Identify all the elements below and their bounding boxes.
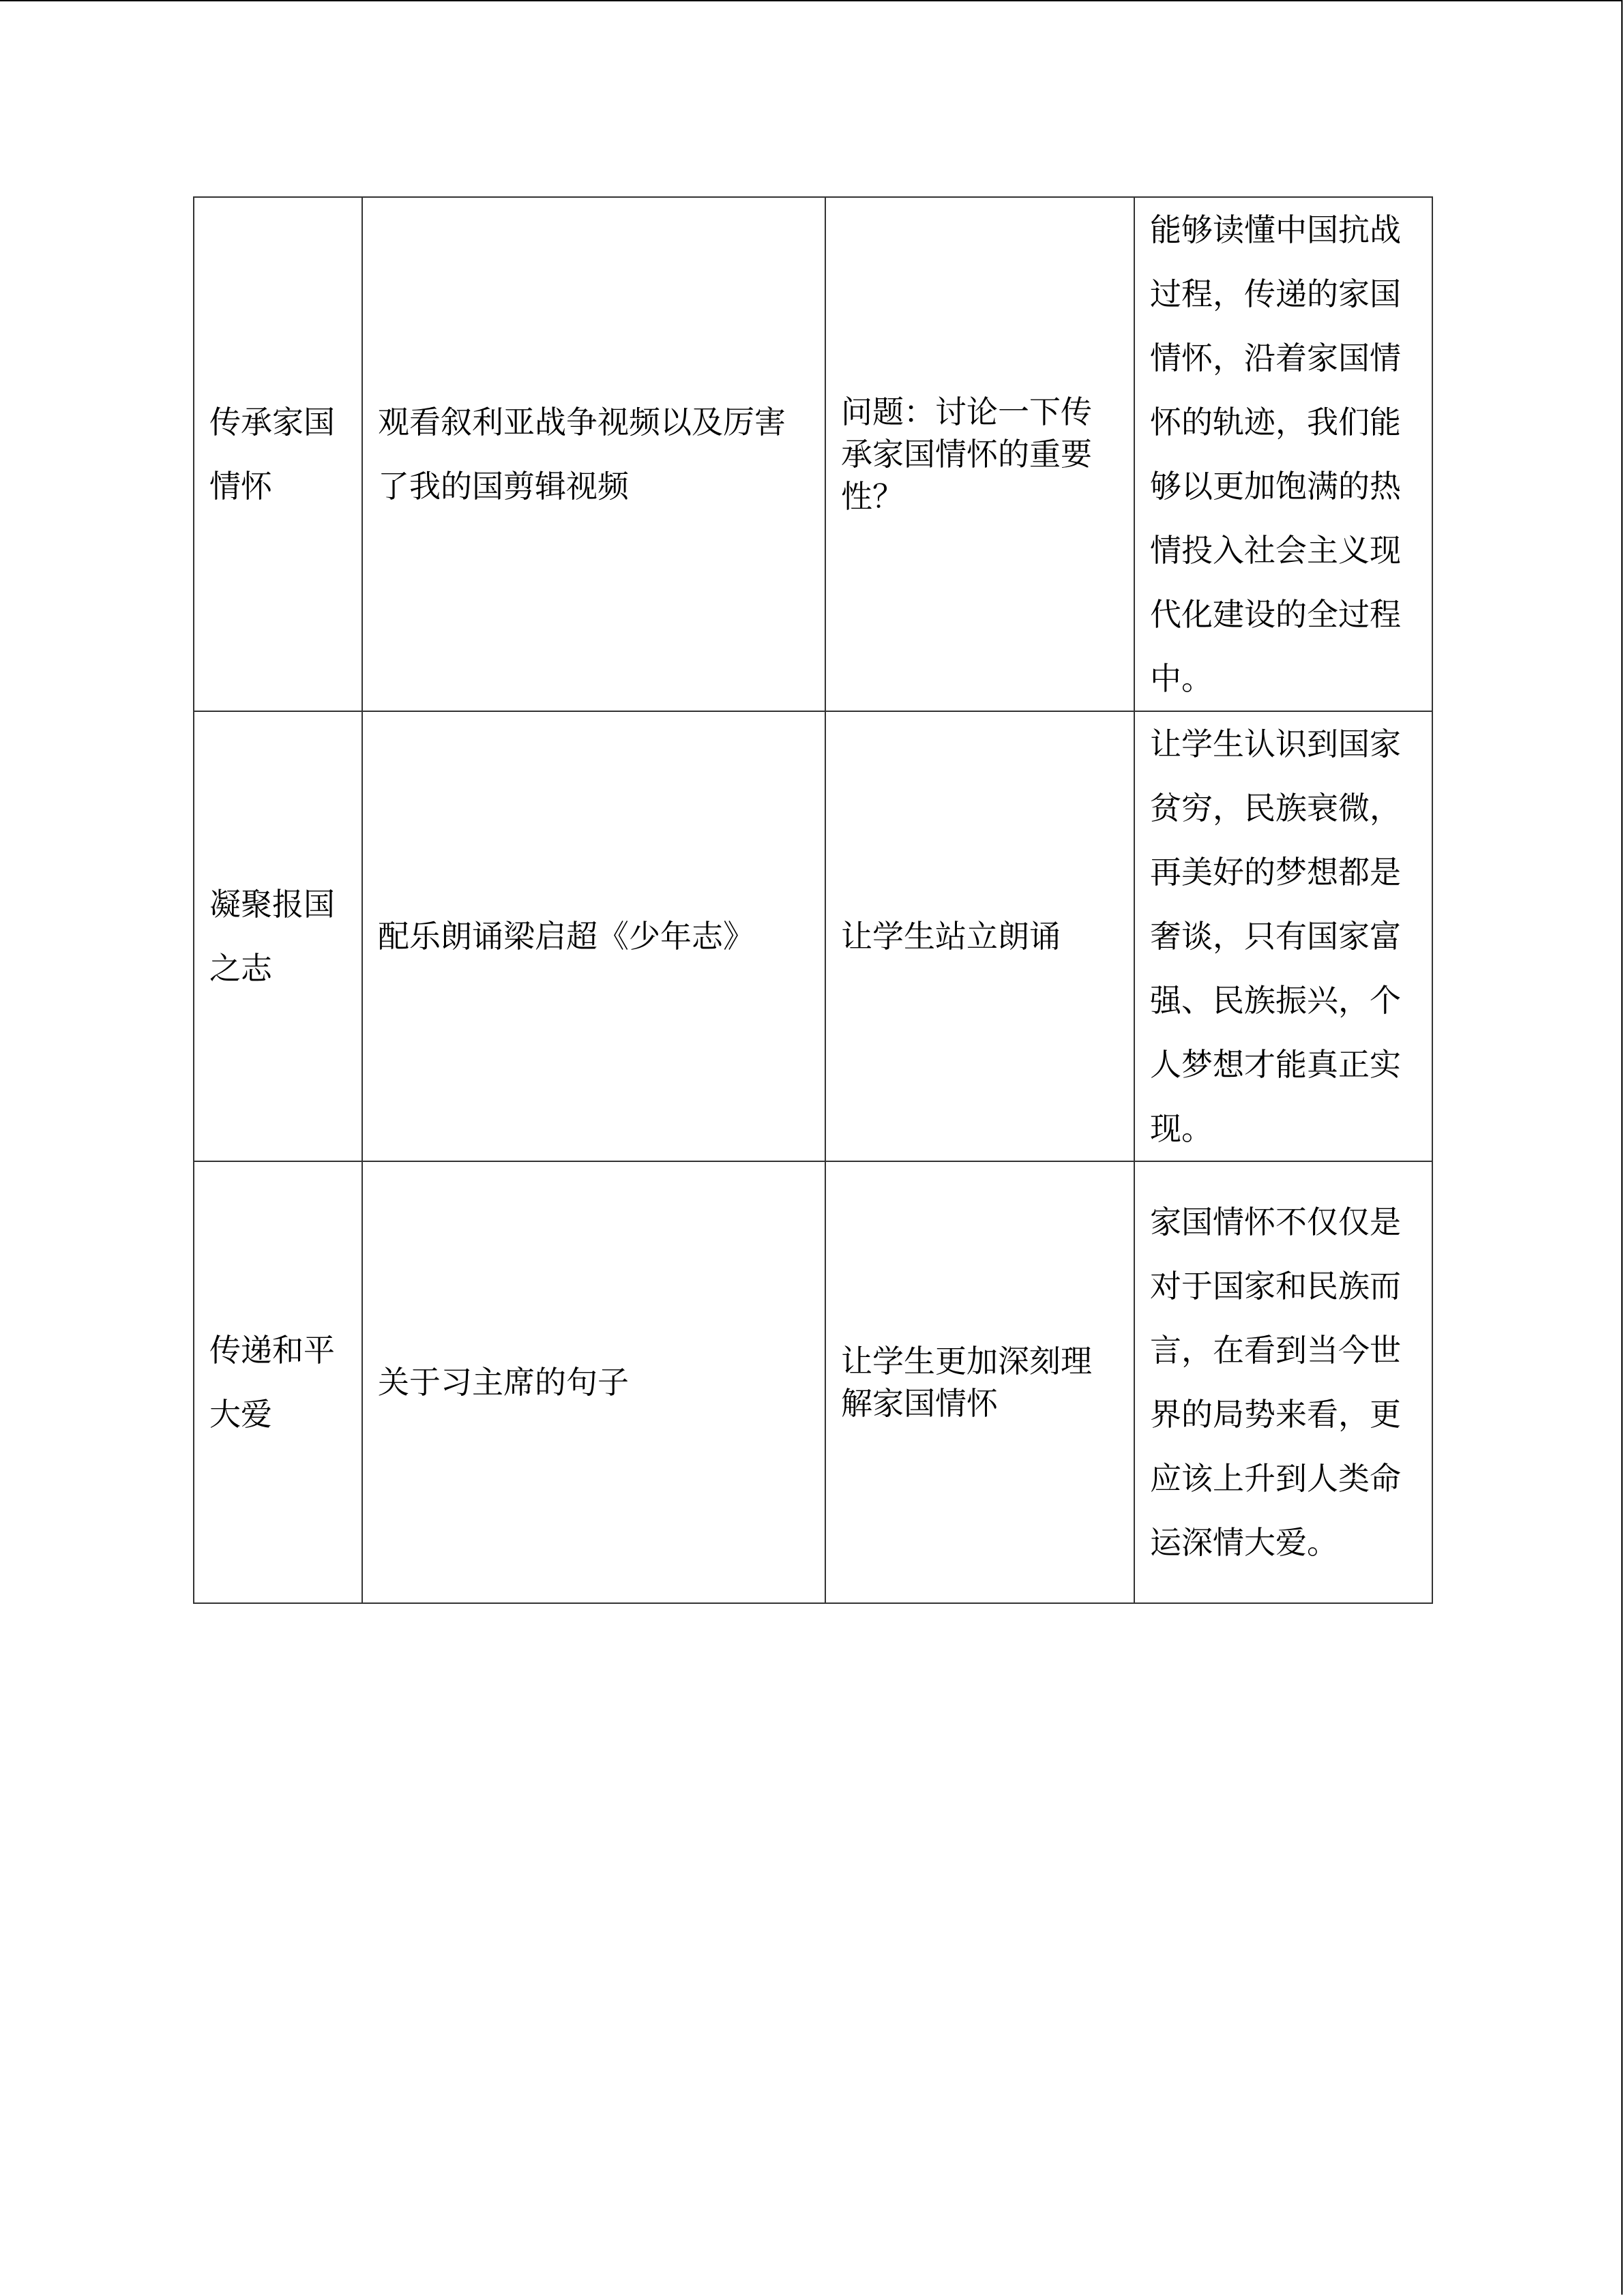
task-cell: 让学生站立朗诵	[825, 711, 1134, 1161]
activity-cell: 观看叙利亚战争视频以及厉害了我的国剪辑视频	[362, 197, 825, 711]
task-cell: 问题：讨论一下传承家国情怀的重要性？	[825, 197, 1134, 711]
section-title-cell: 传递和平大爱	[194, 1161, 362, 1603]
task-cell: 让学生更加深刻理解家国情怀	[825, 1161, 1134, 1603]
activity-cell: 关于习主席的句子	[362, 1161, 825, 1603]
activity-cell: 配乐朗诵梁启超《少年志》	[362, 711, 825, 1161]
goal-cell: 家国情怀不仅仅是对于国家和民族而言，在看到当今世界的局势来看，更应该上升到人类命运深情大爱。	[1134, 1161, 1432, 1603]
goal-cell: 让学生认识到国家贫穷，民族衰微，再美好的梦想都是奢谈，只有国家富强、民族振兴，个人梦想才能真正实现。	[1134, 711, 1432, 1161]
table-row	[194, 711, 1432, 1161]
table-row	[194, 1161, 1432, 1603]
lesson-plan-table	[193, 196, 1433, 1604]
section-title-cell: 凝聚报国之志	[194, 711, 362, 1161]
section-title-cell: 传承家国情怀	[194, 197, 362, 711]
table-row	[194, 197, 1432, 711]
goal-cell: 能够读懂中国抗战过程，传递的家国情怀，沿着家国情怀的轨迹，我们能够以更加饱满的热情投入社会主义现代化建设的全过程中。	[1134, 197, 1432, 711]
